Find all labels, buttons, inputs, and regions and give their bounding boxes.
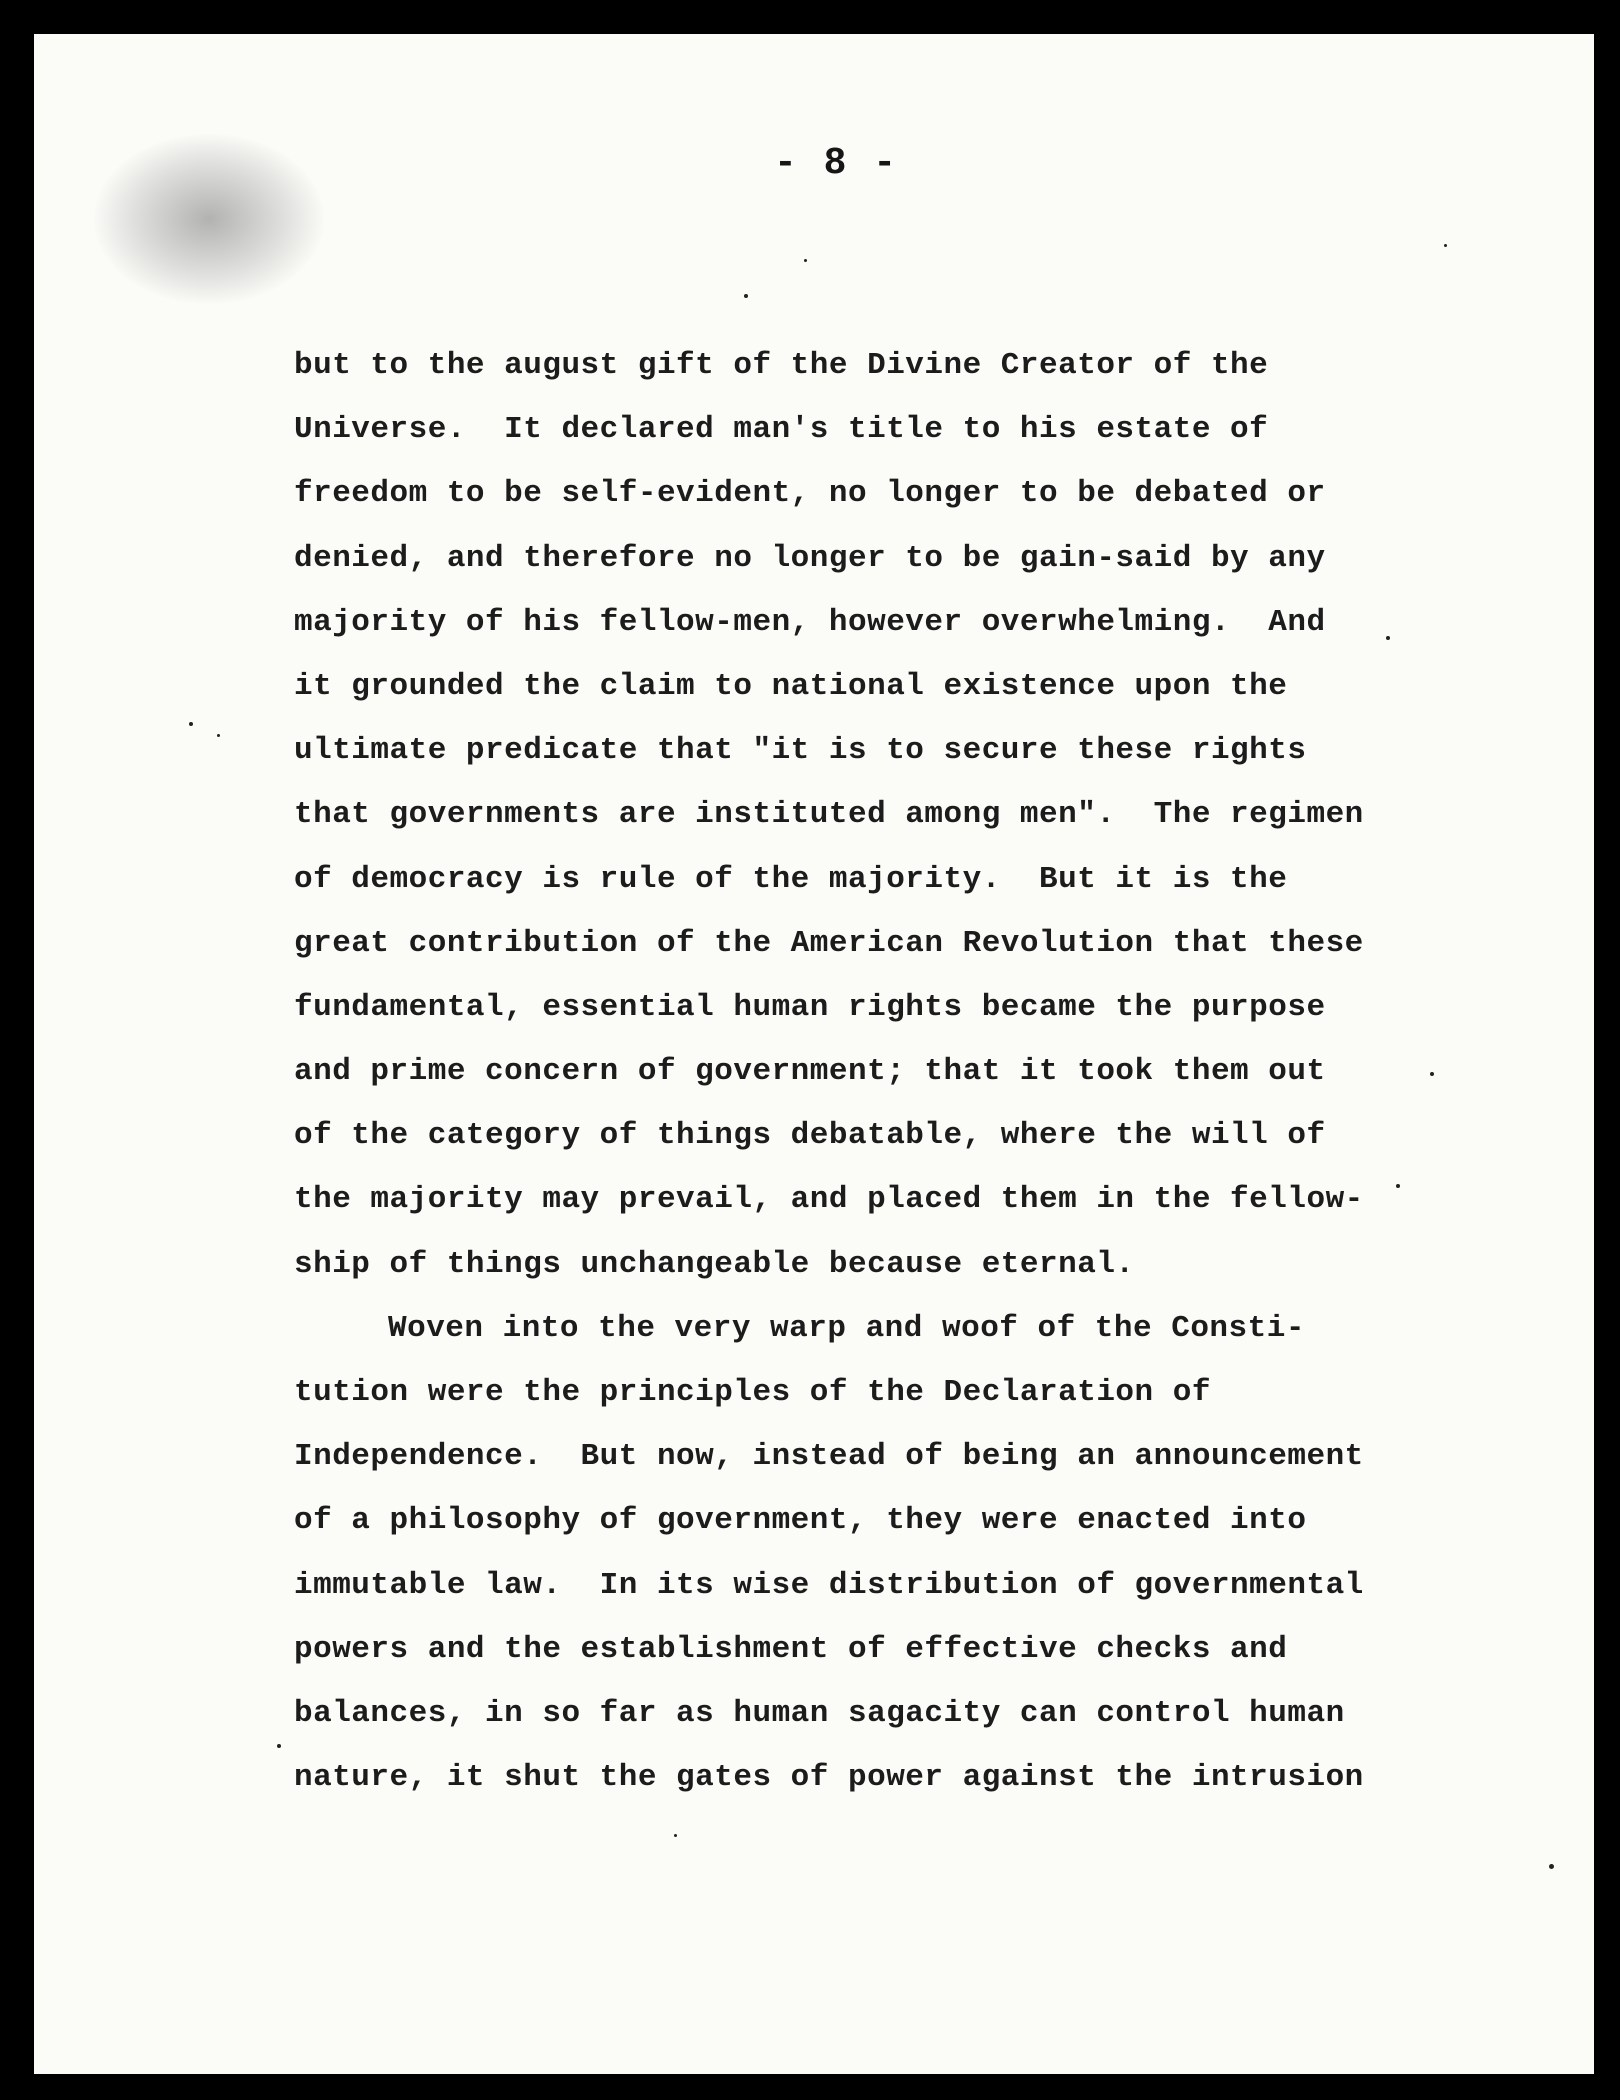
text-line: it grounded the claim to national existence upon the	[294, 668, 1288, 704]
speck	[189, 722, 193, 726]
text-line: fundamental, essential human rights became the purpose	[294, 989, 1326, 1025]
document-page	[34, 34, 1594, 2074]
text-line: that governments are instituted among men". The regimen	[294, 797, 1364, 833]
text-line: ultimate predicate that "it is to secure these rights	[294, 733, 1307, 769]
text-line: majority of his fellow-men, however overwhelming. And	[294, 604, 1326, 640]
text-line: tution were the principles of the Declaration of	[294, 1375, 1211, 1410]
text-line: of a philosophy of government, they were enacted into	[294, 1503, 1307, 1539]
text-line: denied, and therefore no longer to be gain-said by any	[294, 540, 1326, 576]
text-line: ship of things unchangeable because eternal.	[294, 1246, 1135, 1282]
speck	[1549, 1864, 1554, 1869]
text-line: Independence. But now, instead of being an announcement	[294, 1439, 1364, 1475]
speck	[277, 1744, 281, 1748]
text-line: immutable law. In its wise distribution of governmental	[294, 1567, 1364, 1603]
text-line: Woven into the very warp and woof of the Consti-	[388, 1310, 1305, 1346]
text-line: great contribution of the American Revolution that these	[294, 925, 1364, 961]
text-line: nature, it shut the gates of power against the intrusion	[294, 1760, 1364, 1796]
text-line: but to the august gift of the Divine Creator of the	[294, 348, 1269, 383]
page-number: - 8 -	[774, 142, 899, 185]
speck	[804, 259, 807, 262]
text-line: and prime concern of government; that it took them out	[294, 1054, 1326, 1090]
text-line: powers and the establishment of effective checks and	[294, 1631, 1288, 1667]
speck	[674, 1834, 677, 1837]
page-smudge	[94, 134, 324, 304]
text-line: Universe. It declared man's title to his estate of	[294, 412, 1269, 448]
body-text	[294, 334, 1414, 1810]
speck	[1444, 244, 1447, 247]
text-line: the majority may prevail, and placed them in the fellow-	[294, 1182, 1364, 1218]
text-line: balances, in so far as human sagacity can control human	[294, 1695, 1345, 1731]
text-line: freedom to be self-evident, no longer to be debated or	[294, 476, 1326, 512]
speck	[1430, 1072, 1434, 1076]
text-line: of the category of things debatable, where the will of	[294, 1118, 1326, 1154]
speck	[217, 734, 220, 737]
speck	[744, 294, 748, 298]
text-line: of democracy is rule of the majority. But it is the	[294, 861, 1288, 897]
